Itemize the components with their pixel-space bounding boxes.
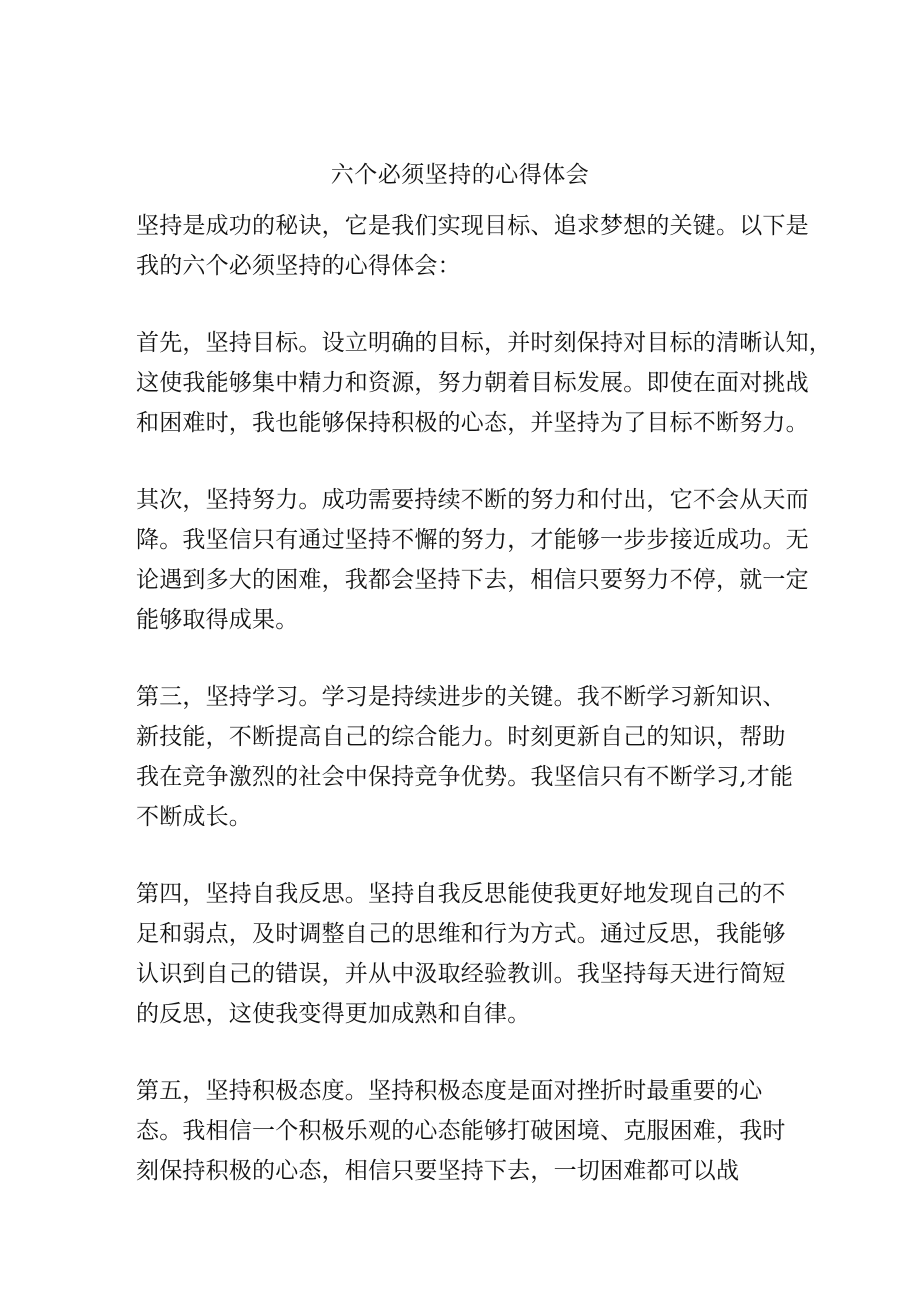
paragraph-line: 不断成长。 bbox=[136, 804, 252, 830]
paragraph-line: 其次，坚持努力。成功需要持续不断的努力和付出，它不会从天而 bbox=[136, 487, 809, 513]
paragraph-line: 坚持是成功的秘诀，它是我们实现目标、追求梦想的关键。以下是 bbox=[136, 213, 809, 239]
paragraph-line: 和困难时，我也能够保持积极的心态，并坚持为了目标不断努力。 bbox=[136, 410, 809, 436]
paragraph-line: 首先，坚持目标。设立明确的目标，并时刻保持对目标的清晰认知， bbox=[136, 330, 832, 356]
paragraph-line: 第三，坚持学习。学习是持续进步的关键。我不断学习新知识、 bbox=[136, 684, 786, 710]
document-body bbox=[136, 206, 832, 1228]
paragraph-line: 降。我坚信只有通过坚持不懈的努力，才能够一步步接近成功。无 bbox=[136, 527, 809, 553]
paragraph-attitude bbox=[136, 1071, 816, 1191]
paragraph-line: 第四，坚持自我反思。坚持自我反思能使我更好地发现自己的不 bbox=[136, 881, 786, 907]
paragraph-line: 认识到自己的错误，并从中汲取经验教训。我坚持每天进行简短 bbox=[136, 961, 786, 987]
paragraph-effort bbox=[136, 480, 816, 640]
paragraph-line: 我的六个必须坚持的心得体会： bbox=[136, 253, 461, 279]
paragraph-line: 论遇到多大的困难，我都会坚持下去，相信只要努力不停，就一定 bbox=[136, 567, 809, 593]
document-title: 六个必须坚持的心得体会 bbox=[330, 162, 590, 188]
paragraph-reflection bbox=[136, 874, 816, 1034]
paragraph-line: 新技能，不断提高自己的综合能力。时刻更新自己的知识，帮助 bbox=[136, 724, 786, 750]
paragraph-line: 能够取得成果。 bbox=[136, 607, 299, 633]
paragraph-learning bbox=[136, 677, 816, 837]
paragraph-line: 态。我相信一个积极乐观的心态能够打破困境、克服困难，我时 bbox=[136, 1118, 786, 1144]
paragraph-line: 刻保持积极的心态，相信只要坚持下去，一切困难都可以战 bbox=[136, 1158, 740, 1184]
paragraph-intro bbox=[136, 206, 816, 286]
paragraph-line: 足和弱点，及时调整自己的思维和行为方式。通过反思，我能够 bbox=[136, 921, 786, 947]
paragraph-line: 第五，坚持积极态度。坚持积极态度是面对挫折时最重要的心 bbox=[136, 1078, 763, 1104]
paragraph-line: 的反思，这使我变得更加成熟和自律。 bbox=[136, 1001, 531, 1027]
paragraph-goal bbox=[136, 323, 832, 443]
paragraph-line: 我在竞争激烈的社会中保持竞争优势。我坚信只有不断学习,才能 bbox=[136, 764, 794, 790]
paragraph-line: 这使我能够集中精力和资源，努力朝着目标发展。即使在面对挑战 bbox=[136, 370, 809, 396]
